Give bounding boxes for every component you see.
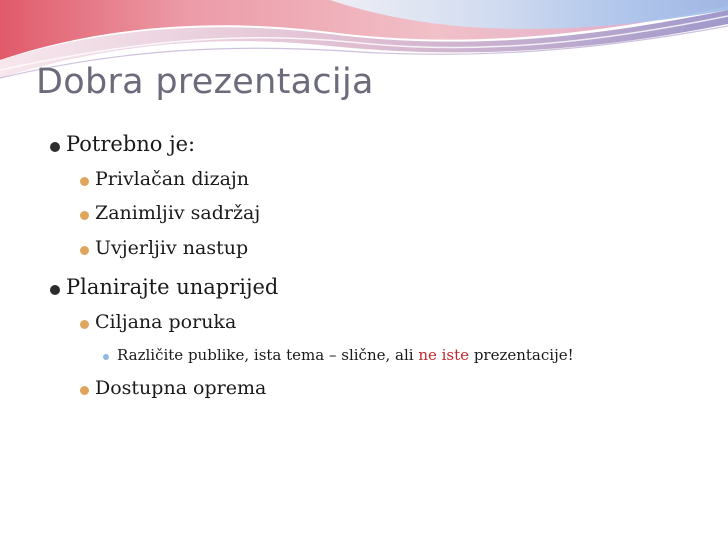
bullet-dot-icon xyxy=(80,211,89,220)
bullet-dot-icon xyxy=(50,285,60,295)
bullet-item-nastup xyxy=(95,237,248,259)
bullet-item-label: Uvjerljiv nastup xyxy=(95,237,249,259)
bullet-dot-icon xyxy=(80,246,89,255)
bullet-item-label-part: prezentacije! xyxy=(469,346,574,364)
bullet-item-planirajte xyxy=(66,275,278,299)
bullet-item-ciljana xyxy=(95,311,236,333)
bullet-item-label: Dostupna oprema xyxy=(95,377,267,399)
bullet-item-label: Privlačan dizajn xyxy=(95,168,250,190)
bullet-dot-icon xyxy=(50,142,60,152)
bullet-item-publike xyxy=(117,346,574,364)
bullet-item-label-part: Različite publike, ista tema – slične, ali xyxy=(117,346,419,364)
bullet-dot-icon xyxy=(103,354,109,360)
bullet-item-label: Potrebno je: xyxy=(66,132,196,156)
bullet-dot-icon xyxy=(80,386,89,395)
bullet-item-oprema xyxy=(95,377,266,399)
bullet-item-label: Ciljana poruka xyxy=(95,311,237,333)
bullet-item-potrebno xyxy=(66,132,195,156)
bullet-item-dizajn xyxy=(95,168,249,190)
bullet-item-sadrzaj xyxy=(95,202,260,224)
bullet-item-label: Planirajte unaprijed xyxy=(66,275,279,299)
bullet-item-label: Zanimljiv sadržaj xyxy=(95,202,261,224)
bullet-dot-icon xyxy=(80,320,89,329)
slide-title: Dobra prezentacija xyxy=(36,62,374,102)
highlighted-text: ne iste xyxy=(418,346,470,364)
bullet-dot-icon xyxy=(80,177,89,186)
